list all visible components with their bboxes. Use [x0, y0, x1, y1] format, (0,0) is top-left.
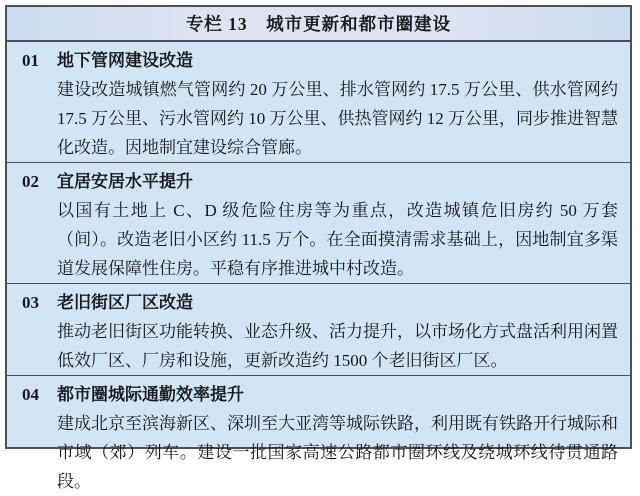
section-title: 地下管网建设改造 — [57, 51, 193, 70]
section-body-text: 推动老旧街区功能转换、业态升级、活力提升，以市场化方式盘活利用闲置低效厂区、厂房和设施，更新改造约 1500 个老旧街区厂区。 — [57, 322, 618, 370]
panel-title: 专栏 13 城市更新和都市圈建设 — [7, 7, 630, 42]
section-title: 老旧街区厂区改造 — [57, 293, 193, 312]
section-metro-commuting-efficiency — [7, 376, 630, 496]
section-old-district-renovation — [7, 284, 630, 376]
section-title: 宜居安居水平提升 — [57, 172, 193, 191]
section-body-text: 以国有土地上 C、D 级危险住房等为重点，改造城镇危旧房约 50 万套（间）。改造老旧小区约 11.5 万个。在全面摸清需求基础上，因地制宜多渠道发展保障性住房。平稳有序推进城中村改造。 — [57, 201, 618, 278]
section-heading-row — [22, 46, 620, 75]
section-heading-row — [22, 380, 620, 409]
section-number: 01 — [22, 51, 39, 70]
section-body-text: 建设改造城镇燃气管网约 20 万公里、排水管网约 17.5 万公里、供水管网约 17.5 万公里、污水管网约 10 万公里、供热管网约 12 万公里，同步推进智慧化改造。因地制宜建设综合管廊。 — [57, 80, 618, 157]
section-livable-housing — [7, 163, 630, 284]
section-title: 都市圈城际通勤效率提升 — [57, 385, 244, 404]
section-number: 04 — [22, 385, 39, 404]
section-number: 02 — [22, 172, 39, 191]
section-number: 03 — [22, 293, 39, 312]
section-heading-row — [22, 288, 620, 317]
column-panel — [5, 5, 632, 491]
section-heading-row — [22, 167, 620, 196]
section-body-text: 建成北京至滨海新区、深圳至大亚湾等城际铁路，利用既有铁路开行城际和市域（郊）列车。建设一批国家高速公路都市圈环线及绕城环线待贯通路段。 — [57, 414, 618, 491]
section-underground-pipe-network — [7, 42, 630, 163]
